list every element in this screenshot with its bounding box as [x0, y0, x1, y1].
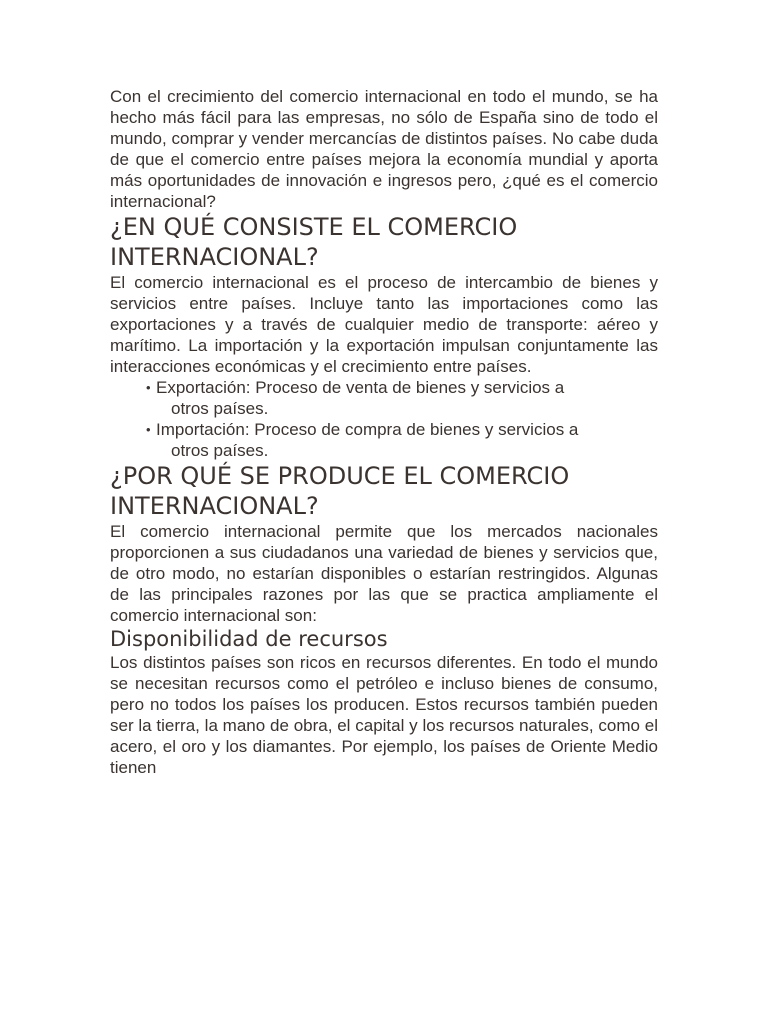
bullet-icon: •: [146, 422, 151, 437]
intro-paragraph: Con el crecimiento del comercio internacional en todo el mundo, se ha hecho más fácil para las empresas, no sólo de España sino de todo el mundo, comprar y vender mercancías de distintos países. No cabe duda de que el comercio entre países mejora la economía mundial y aporta más oportunidades de innovación e ingresos pero, ¿qué es el comercio internacional?: [110, 87, 658, 211]
section-paragraph-recursos: Los distintos países son ricos en recursos diferentes. En todo el mundo se necesitan recursos como el petróleo e incluso bienes de consumo, pero no todos los países los producen. Estos recursos también pueden ser la tierra, la mano de obra, el capital y los recursos naturales, como el acero, el oro y los diamantes. Por ejemplo, los países de Oriente Medio tienen: [110, 653, 658, 777]
list-item: [146, 377, 658, 419]
list-item-line: otros países.: [171, 441, 269, 460]
section-heading-consiste: ¿EN QUÉ CONSISTE EL COMERCIO INTERNACIONAL?: [110, 213, 518, 271]
bullet-list: [110, 377, 658, 461]
section-paragraph-produce: El comercio internacional permite que los mercados nacionales proporcionen a sus ciudadanos una variedad de bienes y servicios que, de otro modo, no estarían disponibles o estarían restringidos. Algunas de las principales razones por las que se practica ampliamente el comercio internacional son:: [110, 522, 658, 625]
list-item-line: otros países.: [171, 399, 269, 418]
list-item: [146, 419, 658, 461]
list-item-line: Importación: Proceso de compra de bienes y servicios a: [156, 420, 579, 439]
document-page: [110, 86, 658, 778]
subheading-recursos: Disponibilidad de recursos: [110, 627, 388, 651]
bullet-icon: •: [146, 380, 151, 395]
section-paragraph-consiste: El comercio internacional es el proceso de intercambio de bienes y servicios entre países. Incluye tanto las importaciones como las exportaciones y a través de cualquier medio de transporte: aéreo y marítimo. La importación y la exportación impulsan conjuntamente las interacciones económicas y el crecimiento entre países.: [110, 273, 658, 376]
list-item-line: Exportación: Proceso de venta de bienes y servicios a: [156, 378, 565, 397]
section-heading-produce: ¿POR QUÉ SE PRODUCE EL COMERCIO INTERNACIONAL?: [110, 462, 570, 520]
